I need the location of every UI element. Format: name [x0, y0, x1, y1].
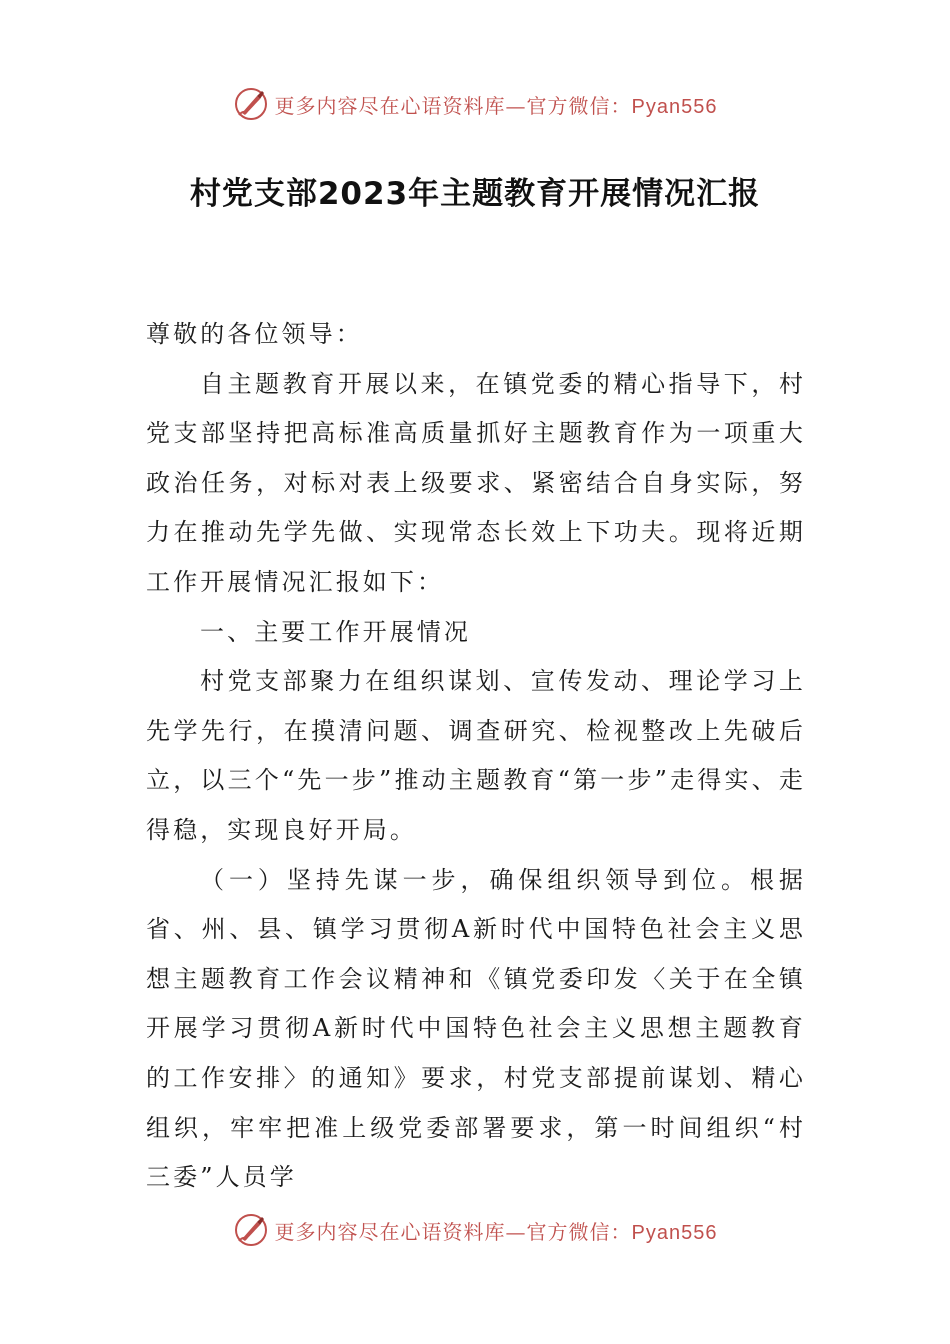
document-title: 村党支部2023年主题教育开展情况汇报	[189, 176, 761, 212]
footer-banner	[0, 1208, 950, 1252]
document-body	[146, 310, 806, 1203]
quill-pen-logo-icon	[233, 86, 269, 122]
quill-pen-logo-icon	[233, 1212, 269, 1248]
paragraph-summary: 村党支部聚力在组织谋划、宣传发动、理论学习上先学先行，在摸清问题、调查研究、检视整改上先破后立，以三个“先一步”推动主题教育“第一步”走得实、走得稳，实现良好开局。	[146, 667, 806, 844]
banner-text: 更多内容尽在心语资料库—官方微信：Pyan556	[274, 1219, 718, 1244]
greeting: 尊敬的各位领导：	[146, 320, 363, 348]
banner-text: 更多内容尽在心语资料库—官方微信：Pyan556	[274, 93, 718, 118]
paragraph-item-1: （一）坚持先谋一步，确保组织领导到位。根据省、州、县、镇学习贯彻A新时代中国特色社会主义思想主题教育工作会议精神和《镇党委印发〈关于在全镇开展学习贯彻A新时代中国特色社会主义思想主题教育的工作安排〉的通知》要求，村党支部提前谋划、精心组织，牢牢把准上级党委部署要求，第一时间组织“村三委”人员学	[146, 865, 806, 1192]
header-banner	[0, 82, 950, 126]
paragraph-intro: 自主题教育开展以来，在镇党委的精心指导下，村党支部坚持把高标准高质量抓好主题教育作为一项重大政治任务，对标对表上级要求、紧密结合自身实际，努力在推动先学先做、实现常态长效上下功夫。现将近期工作开展情况汇报如下：	[146, 369, 806, 596]
wechat-id: Pyan556	[631, 1221, 718, 1244]
wechat-id: Pyan556	[631, 95, 718, 118]
section-heading: 一、主要工作开展情况	[200, 617, 471, 646]
